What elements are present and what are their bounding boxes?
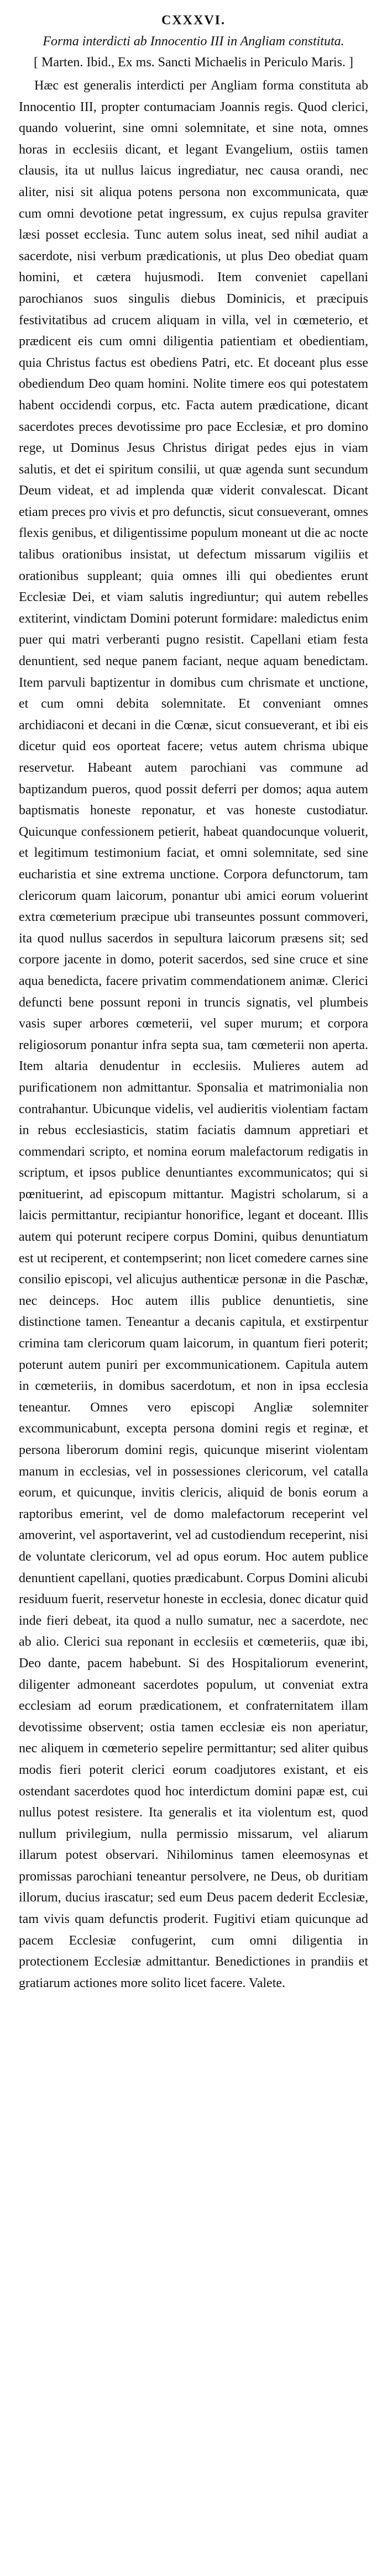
document-title: Forma interdicti ab Innocentio III in Angliam constituta. <box>43 34 344 49</box>
document-number: CXXXVI. <box>161 13 226 28</box>
document-source: [ Marten. Ibid., Ex ms. Sancti Michaelis in Periculo Maris. ] <box>34 55 353 70</box>
document-body: Hæc est generalis interdicti per Angliam forma constituta ab Innocentio III, propter contumaciam Joannis regis. Quod clerici, quando voluerint, sine omni solemnitate, et sine nota, omnes horas in ecclesiis dicant, et legant Evangelium, ostiis tamen clausis, ita ut nullus laicus ingrediatur, nec causa orandi, nec aliter, nisi sit aliqua potens persona non excommunicata, quæ cum omni devotione petat ingressum, ex cujus repulsa graviter læsi posset ecclesia. Tunc autem solus ineat, sed nihil audiat a sacerdote, nisi verbum prædicationis, ut plus Deo obediat quam homini, et cætera hujusmodi. Item conveniet capellani parochianos suos singulis diebus Dominicis, et præcipuis festivitatibus ad crucem aliquam in villa, vel in cœmeterio, et prædicent eis cum omni diligentia patientiam et obedientiam, quia Christus factus est obediens Patri, etc. Et doceant plus esse obediendum Deo quam homini. Nolite timere eos qui potestatem habent occidendi corpus, etc. Facta autem prædicatione, dicant sacerdotes preces devotissime pro pace Ecclesiæ, et pro domino rege, ut Dominus Jesus Christus dirigat pedes ejus in viam salutis, et det ei spiritum consilii, ut quæ agenda sunt secundum Deum videat, et ad implenda quæ viderit convalescat. Dicant etiam preces pro vivis et pro defunctis, sicut consueverant, omnes flexis genibus, et diligentissime populum moneant ut die ac nocte talibus orationibus insistat, ut defectum missarum vigiliis et orationibus suppleant; quia omnes illi qui obedientes erunt Ecclesiæ Dei, et viam salutis ingrediuntur; qui autem rebelles extiterint, vindictam Domini poterunt formidare: maledictus enim puer qui matri verberanti pugno resistit. Capellani etiam festa denuntient, sed neque panem faciant, neque aquam benedictam. Item parvuli baptizentur in domibus cum chrismate et unctione, et cum omni debita solemnitate. Et conveniant omnes archidiaconi et decani in die Cœnæ, sicut consueverant, et ibi eis dicetur quid eos oporteat facere; vetus autem chrisma ubique reservetur. Habeant autem parochiani vas commune ad baptizandum pueros, quod possit deferri per domos; aqua autem baptismatis honeste reponatur, et vas honeste custodiatur. Quicunque confessionem petierit, habeat quandocunque voluerit, et legitimum testimonium faciat, et omni solemnitate, sed sine eucharistia et sine extrema unctione. Corpora defunctorum, tam clericorum quam laicorum, ponantur ubi amici eorum voluerint extra cœmeterium præcipue ubi transeuntes possunt commoveri, ita quod nullus sacerdos in sepultura laicorum præsens sit; sed corpore jacente in domo, poterit sacerdos, sed sine cruce et sine aqua benedicta, facere privatim commendationem animæ. Clerici defuncti bene possunt reponi in truncis signatis, vel plumbeis vasis super arbores cœmeterii, vel super murum; et corpora religiosorum ponantur infra septa sua, tam cœmeterii non aperta. Item altaria denudentur in ecclesiis. Mulieres autem ad purificationem non admittantur. Sponsalia et matrimonialia non contrahantur. Ubicunque videlis, vel audieritis violentiam factam in rebus ecclesiasticis, statim faciatis damnum appretiari et commendari scripto, et nomina eorum malefactorum redigatis in scriptum, et ipsos publice denuntiantes excommunicatos; qui si pœnituerint, ad episcopum mittantur. Magistri scholarum, si a laicis permittantur, recipiantur honorifice, legant et doceant. Illis autem qui poterunt recipere corpus Domini, quibus denuntiatum est ut reciperent, et contempserint; non licet comedere carnes sine consilio episcopi, vel alicujus authenticæ personæ in die Paschæ, nec deinceps. Hoc autem illis publice denuntietis, sine distinctione tamen. Teneantur a decanis capitula, et exstirpentur crimina tam clericorum quam laicorum, in quantum fieri poterit; poterunt autem puniri per excommunicationem. Capitula autem in cœmeteriis, in domibus sacerdotum, et non in ipsa ecclesia teneantur. Omnes vero episcopi Angliæ solemniter excommunicabunt, excepta persona domini regis et reginæ, et persona liberorum domini regis, quicunque miserint violentam manum in ecclesias, vel in possessiones clericorum, vel catalla eorum, et quicunque, invitis clericis, aliquid de bonis eorum a raptoribus emerint, vel de domo malefactorum receperint vel amoverint, vel asportaverint, vel ad custodiendum receperint, nisi de voluntate clericorum, vel ad opus eorum. Hoc autem publice denuntient capellani, quoties prædicabunt. Corpus Domini alicubi residuum fuerit, reservetur honeste in ecclesia, donec dicatur quid inde fieri debeat, ita quod a nullo sumatur, nec a sacerdote, nec ab alio. Clerici sua reponant in ecclesiis et cœmeteriis, quæ ibi, Deo dante, pacem habebunt. Si des Hospitaliorum evenerint, diligenter admoneant sacerdotes populum, ut conveniat extra ecclesiam ad eorum prædicationem, et confraternitatem illam devotissime observent; ostia tamen ecclesiæ eis non aperiatur, nec aliquem in cœmeterio sepelire permittantur; sed aliter quibus modis fieri poterit clerici eorum coadjutores existant, et eis ostendant sacerdotes quod hoc interdictum domini papæ est, cui nullus potest resistere. Ita generalis et ita violentum est, quod nullum privilegium, nulla permissio missarum, vel aliarum illarum potest observari. Nihilominus tamen eleemosynas et promissas parochiani teneantur persolvere, ne Deus, ob duritiam illorum, ducius irascatur; sed eum Deus pacem dederit Ecclesiæ, tam vivis quam defunctis proderit. Fugitivi etiam quicunque ad pacem Ecclesiæ confugerint, cum omni diligentia in protectionem Ecclesiæ admittantur. Benedictiones in prandiis et gratiarum actiones more solito licet facere. Valete. <box>19 78 368 1990</box>
